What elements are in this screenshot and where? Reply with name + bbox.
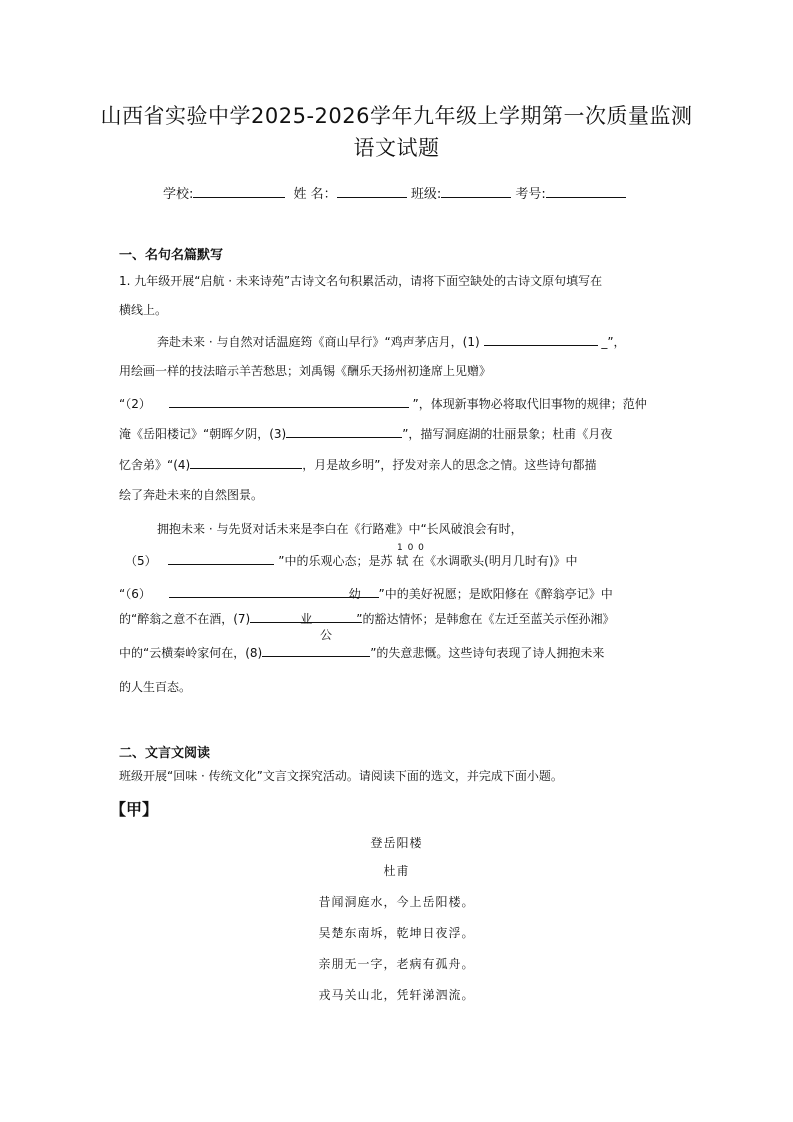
p2-line-a: 拥抱未来 · 与先贤对话未来是李白在《行路难》中“长风破浪会有时，	[157, 522, 523, 536]
section2-intro: 班级开展“回味 · 传统文化”文言文探究活动。请阅读下面的选文，并完成下面小题。	[119, 769, 563, 783]
poem-line: 亲朋无一字，老病有孤舟。	[318, 957, 475, 971]
school-label: 学校:	[163, 187, 194, 202]
class-field[interactable]	[441, 185, 511, 198]
exam-no-label: 考号:	[515, 187, 546, 202]
blank-8[interactable]	[262, 644, 370, 657]
q1-prompt-line1: 1. 九年级开展“启航 · 未来诗苑”古诗文名句积累活动，请将下面空缺处的古诗文原句填写在	[119, 274, 603, 288]
poem-line: 吴楚东南坼，乾坤日夜浮。	[318, 926, 475, 940]
section2-heading: 二、文言文阅读	[119, 746, 211, 761]
poem-line: 戎马关山北，凭轩涕泗流。	[318, 988, 475, 1002]
name-field[interactable]	[337, 185, 407, 198]
passage-jia-label: 【甲】	[110, 800, 159, 819]
p1-text-e-end: ，月是故乡明”，抒发对亲人的思念之情。这些诗句都描	[302, 458, 597, 472]
p1-line-a	[157, 333, 626, 350]
p2-line-e	[119, 644, 604, 661]
school-field[interactable]	[193, 185, 285, 198]
p1-text-c-end: ”，体现新事物必将取代旧事物的规律；范仲	[412, 397, 647, 411]
p2-line-d	[119, 610, 614, 627]
blank-6[interactable]	[169, 585, 379, 598]
poem-title: 登岳阳楼	[370, 836, 423, 850]
poem-line: 昔闻洞庭水，今上岳阳楼。	[318, 895, 475, 909]
p2-text-d-end: ”的豁达情怀；是韩愈在《左迁至蓝关示侄孙湘》	[356, 612, 615, 626]
p1-line-e	[119, 456, 596, 473]
page-subtitle: 语文试题	[353, 136, 440, 160]
p1-line-c	[119, 395, 647, 412]
p2-line-b	[125, 552, 578, 569]
blank-2[interactable]	[169, 395, 409, 408]
blank-5[interactable]	[168, 552, 274, 565]
name-label: 姓 名：	[293, 187, 337, 202]
q1-prompt-line2: 横线上。	[119, 303, 168, 317]
p1-text-a: 奔赴未来 · 与自然对话温庭筠《商山早行》“鸡声茅店月，(1)	[157, 335, 480, 349]
p1-line-b: 用绘画一样的技法暗示羊苦愁思；刘禹锡《酬乐天扬州初逢席上见赠》	[119, 364, 492, 378]
p2-text-d-mid: 业	[300, 612, 313, 626]
p1-line-f: 绘了奔赴未来的自然图景。	[119, 488, 264, 502]
p2-text-c: “（6）	[119, 587, 151, 601]
class-label: 班级:	[410, 187, 442, 202]
poem-author: 杜甫	[383, 864, 410, 878]
p2-line-f: 的人生百态。	[119, 680, 192, 694]
p1-text-a-end: _”，	[601, 335, 626, 349]
p1-text-d-end: ”，描写洞庭湖的壮丽景象；杜甫《月夜	[402, 427, 613, 441]
blank-3[interactable]	[286, 425, 402, 438]
p1-text-e: 忆舍弟》“(4)	[119, 458, 191, 472]
p2-text-d: 的“醉翁之意不在酒，(7)	[119, 612, 251, 626]
p2-text-c-end: ”中的美好祝愿；是欧阳修在《醉翁亭记》中	[378, 587, 613, 601]
p2-line-c	[119, 585, 613, 602]
p1-line-d	[119, 425, 612, 442]
p2-text-e-end: ”的失意悲慨。这些诗句表现了诗人拥抱未来	[370, 646, 605, 660]
p2-text-b-end: ”中的乐观心态；是苏 轼 在《水调歌头(明月几时有)》中	[278, 554, 578, 568]
page-title: 山西省实验中学2025-2026学年九年级上学期第一次质量监测	[100, 104, 693, 128]
p1-text-d: 淹《岳阳楼记》“朝晖夕阴，(3)	[119, 427, 287, 441]
blank-4[interactable]	[190, 456, 302, 469]
section1-heading: 一、名句名篇默写	[119, 248, 224, 263]
p2-text-b: （5）	[125, 554, 157, 568]
p2-text-c-mid: 幼	[348, 587, 361, 601]
subscript-mark: 公	[320, 628, 333, 642]
blank-1[interactable]	[484, 333, 598, 346]
student-info-line	[163, 183, 626, 202]
exam-no-field[interactable]	[546, 185, 626, 198]
superscript-mark: 1 0 0	[397, 543, 425, 553]
p1-text-c: “（2）	[119, 397, 151, 411]
p2-text-e: 中的“云横秦岭家何在，(8)	[119, 646, 263, 660]
